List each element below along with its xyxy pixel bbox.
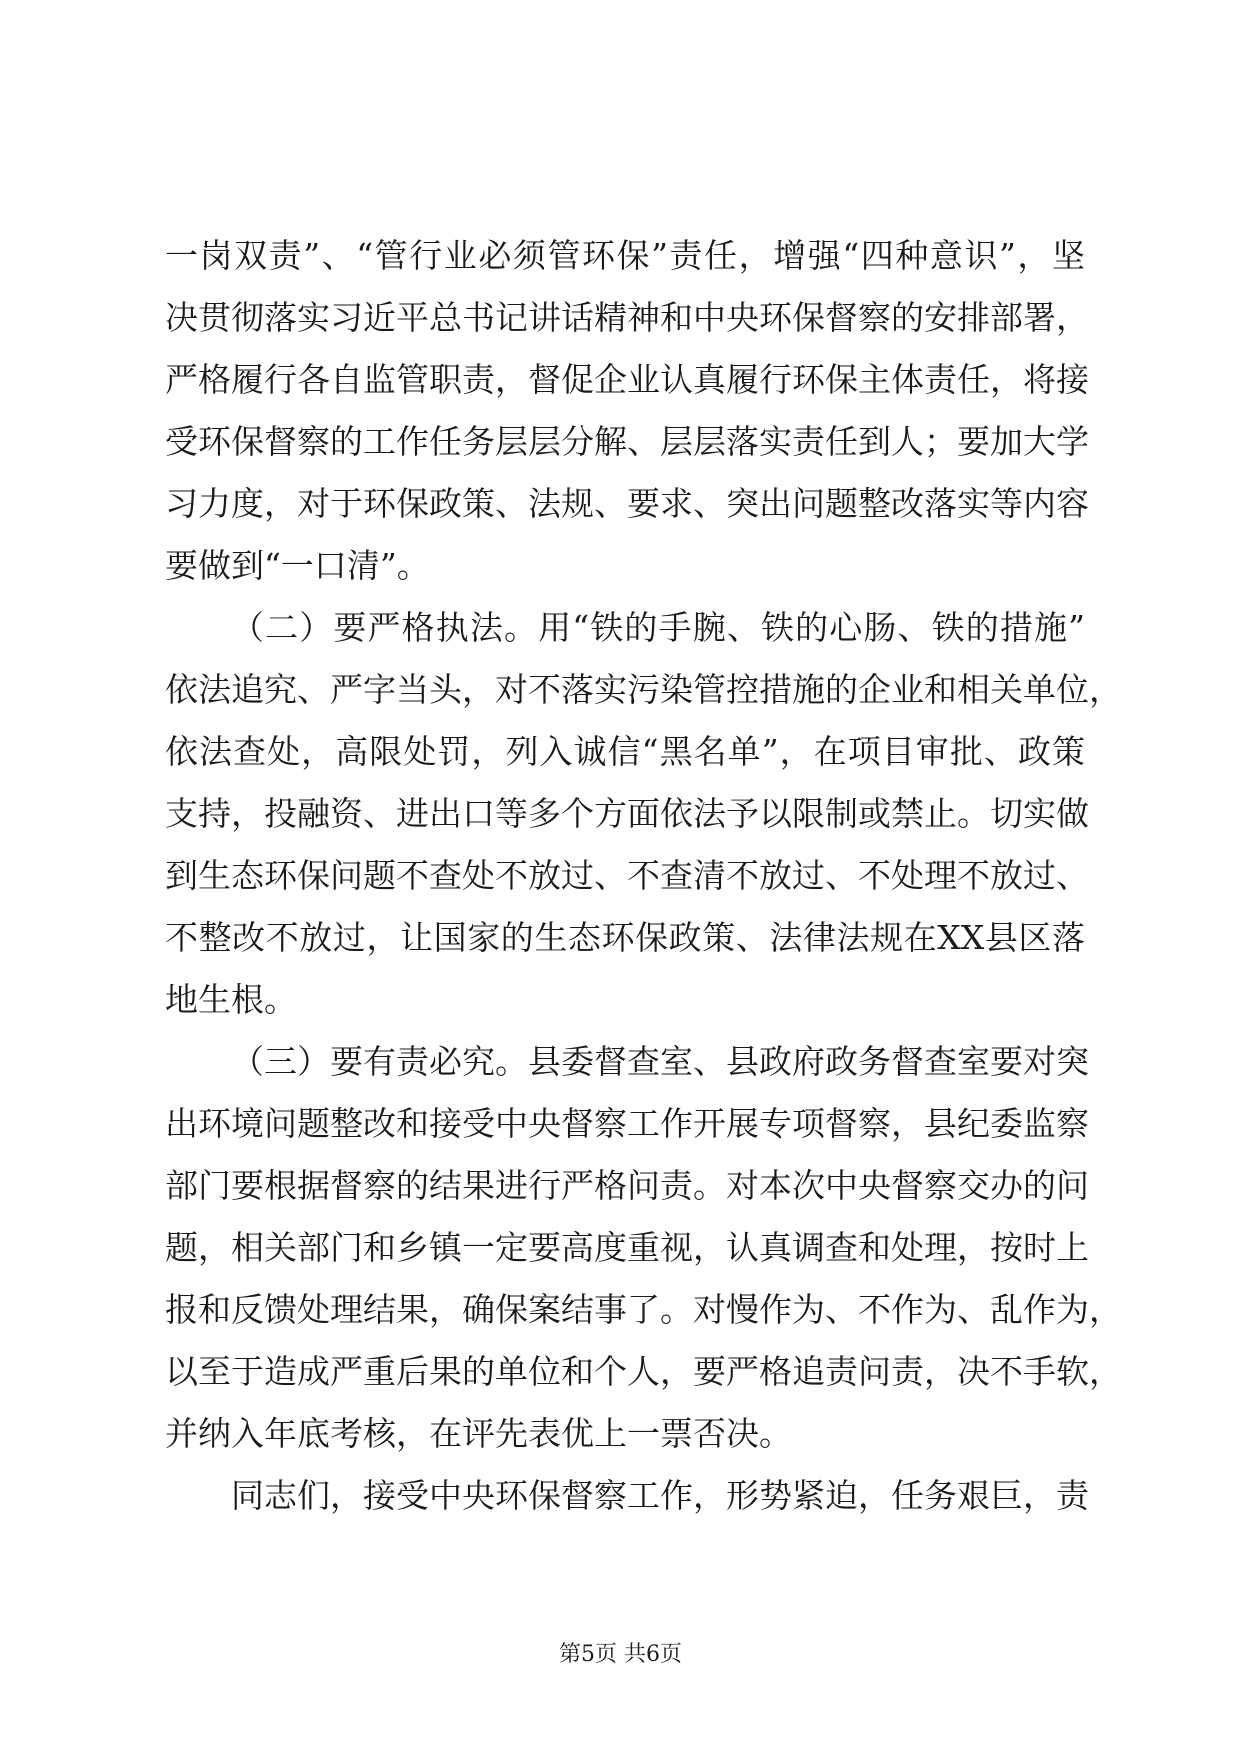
text-line xyxy=(165,473,1089,535)
text-line xyxy=(165,597,1085,659)
text-line-content: 报和反馈处理结果，确保案结事了。对慢作为、不作为、乱作为， xyxy=(165,1290,1122,1329)
text-line xyxy=(165,845,1089,907)
page-number: 第5页 共6页 xyxy=(559,1642,682,1667)
text-line-content: 依法查处，高限处罚，列入诚信“黑名单”，在项目审批、政策 xyxy=(165,732,1085,771)
text-line-content: 地生根。 xyxy=(165,980,297,1019)
text-line-content: 支持，投融资、进出口等多个方面依法予以限制或禁止。切实做 xyxy=(165,794,1089,833)
text-line-content: 决贯彻落实习近平总书记讲话精神和中央环保督察的安排部署， xyxy=(165,298,1089,337)
text-line xyxy=(165,1403,1085,1465)
text-line-content: 不整改不放过，让国家的生态环保政策、法律法规在XX县区落 xyxy=(165,918,1085,957)
text-line-content: 并纳入年底考核，在评先表优上一票否决。 xyxy=(165,1414,792,1453)
text-line-content: 严格履行各自监管职责，督促企业认真履行环保主体责任，将接 xyxy=(165,360,1089,399)
text-line-content: 要做到“一口清”。 xyxy=(165,546,430,585)
text-line xyxy=(165,225,1085,287)
text-line-content: 出环境问题整改和接受中央督察工作开展专项督察，县纪委监察 xyxy=(165,1104,1089,1143)
text-line xyxy=(165,349,1089,411)
text-line xyxy=(165,1093,1089,1155)
text-line xyxy=(165,1279,1122,1341)
text-line xyxy=(165,1217,1089,1279)
text-line-content: 部门要根据督察的结果进行严格问责。对本次中央督察交办的问 xyxy=(165,1166,1089,1205)
text-line-content: 到生态环保问题不查处不放过、不查清不放过、不处理不放过、 xyxy=(165,856,1089,895)
text-line-content: 题，相关部门和乡镇一定要高度重视，认真调查和处理，按时上 xyxy=(165,1228,1089,1267)
text-line-content: 依法追究、严字当头，对不落实污染管控措施的企业和相关单位， xyxy=(165,670,1122,709)
text-line xyxy=(165,1031,1089,1093)
text-line xyxy=(165,659,1122,721)
text-line-content: 以至于造成严重后果的单位和个人，要严格追责问责，决不手软， xyxy=(165,1352,1122,1391)
text-line-content: 受环保督察的工作任务层层分解、层层落实责任到人；要加大学 xyxy=(165,422,1089,461)
text-line xyxy=(165,411,1089,473)
text-line xyxy=(165,969,1085,1031)
text-line xyxy=(165,1465,1089,1527)
page-footer xyxy=(0,1640,1241,1670)
text-line xyxy=(165,1341,1122,1403)
text-line xyxy=(165,1155,1089,1217)
text-line xyxy=(165,287,1089,349)
text-line-content: （三）要有责必究。县委督查室、县政府政务督查室要对突 xyxy=(231,1042,1089,1081)
text-line-content: （二）要严格执法。用“铁的手腕、铁的心肠、铁的措施” xyxy=(231,608,1085,647)
text-line xyxy=(165,721,1085,783)
text-line-content: 习力度，对于环保政策、法规、要求、突出问题整改落实等内容 xyxy=(165,484,1089,523)
text-line xyxy=(165,783,1089,845)
text-line xyxy=(165,907,1085,969)
text-line-content: 同志们，接受中央环保督察工作，形势紧迫，任务艰巨，责 xyxy=(231,1476,1089,1515)
text-line-content: 一岗双责”、“管行业必须管环保”责任，增强“四种意识”，坚 xyxy=(165,236,1085,275)
text-line xyxy=(165,535,1085,597)
